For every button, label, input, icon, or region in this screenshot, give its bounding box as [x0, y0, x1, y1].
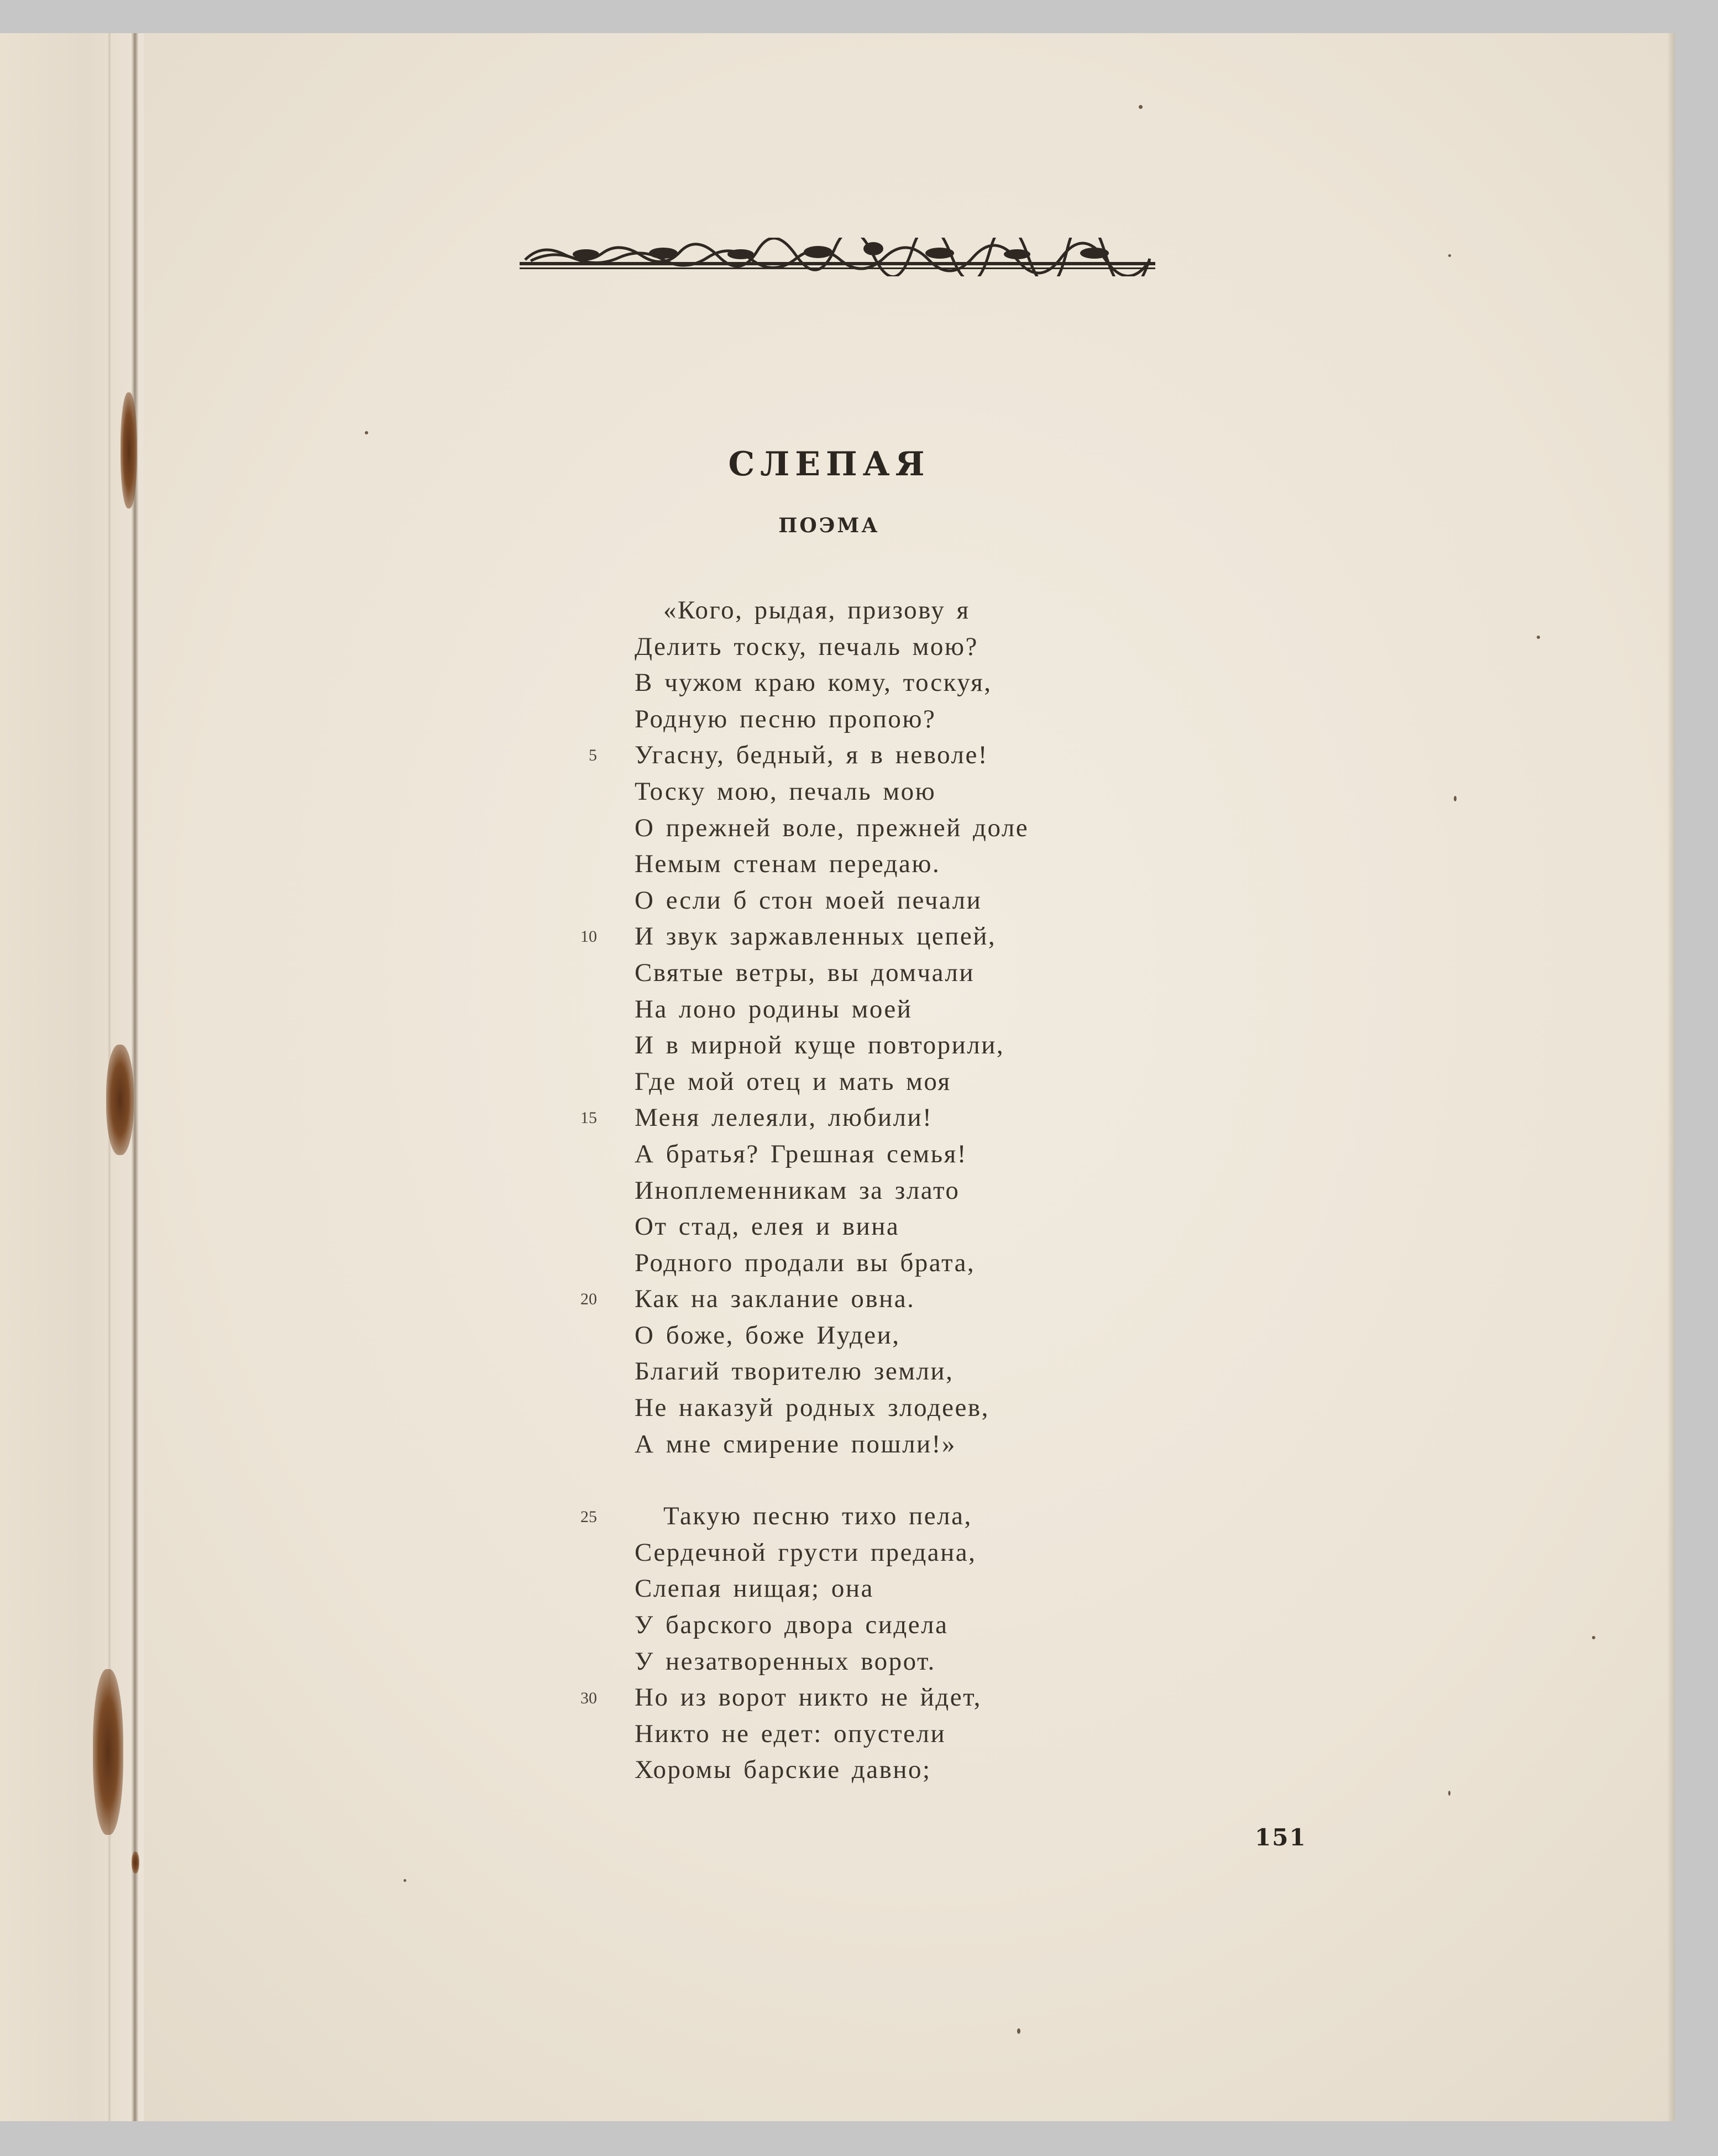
poem-line: Такую песню тихо пела, [663, 1502, 972, 1531]
poem-line: Хоромы барские давно; [635, 1755, 931, 1785]
book-page [0, 33, 1675, 2121]
poem-line: Меня лелеяли, любили! [635, 1103, 933, 1132]
poem-line: Угасну, бедный, я в неволе! [635, 741, 988, 770]
line-number: 10 [580, 927, 597, 946]
poem-line: Где мой отец и мать моя [635, 1067, 951, 1096]
line-number: 25 [580, 1507, 597, 1526]
stanza-break [635, 1462, 1132, 1498]
paper-speck [1592, 1636, 1595, 1639]
poem-line: У барского двора сидела [635, 1611, 949, 1640]
rust-stain [132, 1851, 139, 1874]
stanza-2 [635, 1498, 1132, 1788]
poem-subtitle: ПОЭМА [778, 514, 880, 537]
poem-line: А мне смирение пошли!» [635, 1429, 956, 1459]
paper-speck [1537, 636, 1540, 639]
poem-line: О прежней воле, прежней доле [635, 813, 1029, 842]
poem-line: А братья? Грешная семья! [635, 1139, 967, 1168]
paper-speck [1448, 254, 1451, 257]
paper-speck [1454, 796, 1457, 801]
paper-speck [1448, 1791, 1450, 1796]
line-number: 30 [580, 1688, 597, 1707]
line-number: 20 [580, 1290, 597, 1309]
rust-stain [106, 1045, 134, 1155]
poem-body [635, 592, 1132, 1788]
poem-title: СЛЕПАЯ [728, 445, 930, 484]
paper-speck [365, 431, 368, 434]
poem-line: Иноплеменникам за злато [635, 1176, 960, 1205]
poem-line: И звук заржавленных цепей, [635, 922, 997, 951]
line-number: 5 [589, 746, 597, 765]
poem-line: В чужом краю кому, тоскуя, [635, 668, 992, 697]
poem-line: Немым стенам передаю. [635, 849, 941, 879]
poem-line: Сердечной грусти предана, [635, 1538, 977, 1567]
poem-line: У незатворенных ворот. [635, 1646, 936, 1676]
page-number: 151 [1255, 1824, 1307, 1851]
poem-line: И в мирной куще повторили, [635, 1031, 1005, 1060]
poem-line: Как на заклание овна. [635, 1284, 915, 1314]
poem-line: О боже, боже Иудеи, [635, 1320, 900, 1350]
line-number: 15 [580, 1109, 597, 1127]
poem-line: На лоно родины моей [635, 994, 913, 1024]
poem-line: Благий творителю земли, [635, 1357, 954, 1386]
poem-line: Делить тоску, печаль мою? [635, 632, 978, 661]
poem-line: От стад, елея и вина [635, 1212, 900, 1241]
poem-line: Но из ворот никто не йдет, [635, 1683, 982, 1712]
poem-line: Родного продали вы брата, [635, 1248, 976, 1277]
poem-line: Не наказуй родных злодеев, [635, 1393, 989, 1423]
page-edge [1667, 33, 1675, 2121]
poem-line: Святые ветры, вы домчали [635, 958, 975, 987]
paper-speck [404, 1879, 406, 1882]
paper-speck [1139, 105, 1143, 109]
poem-line: «Кого, рыдая, призову я [663, 596, 970, 625]
poem-line: Слепая нищая; она [635, 1574, 874, 1603]
stanza-1 [635, 592, 1132, 1462]
paper-speck [1017, 2028, 1020, 2034]
rust-stain [93, 1669, 123, 1835]
poem-line: Родную песню пропою? [635, 704, 936, 733]
poem-line: О если б стон моей печали [635, 885, 982, 915]
poem-line: Тоску мою, печаль мою [635, 777, 936, 806]
rust-stain [121, 392, 137, 508]
ornamental-headpiece [520, 238, 1155, 276]
poem-line: Никто не едет: опустели [635, 1719, 946, 1748]
